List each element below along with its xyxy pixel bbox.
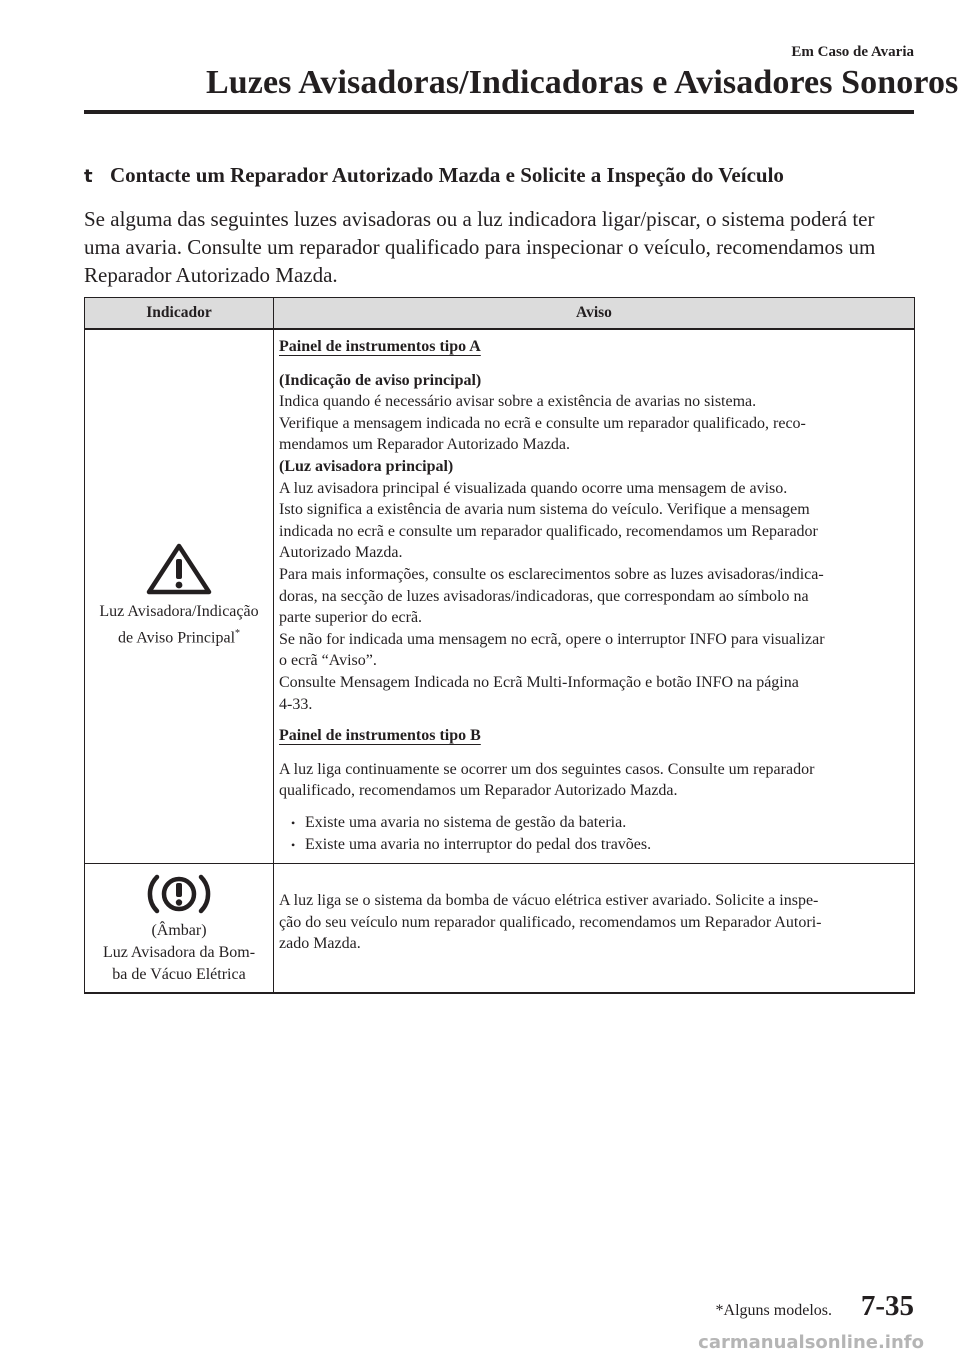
table-header-row — [85, 298, 915, 330]
text-line: 4-33. — [279, 695, 313, 713]
text-line: Verifique a mensagem indicada no ecrã e consulte um reparador qualificado, reco- — [279, 414, 806, 432]
text-line: A luz liga se o sistema da bomba de vácuo elétrica estiver avariado. Solicite a inspe- — [279, 892, 819, 910]
indicator-caption: (Âmbar) — [151, 922, 207, 940]
subheading: (Luz avisadora principal) — [279, 457, 454, 475]
text-line: mendamos um Reparador Autorizado Mazda. — [279, 436, 571, 454]
text-line: Isto significa a existência de avaria num sistema do veículo. Verifique a mensagem — [279, 501, 810, 519]
text-line: Indica quando é necessário avisar sobre a existência de avarias no sistema. — [279, 393, 757, 411]
text-line: Autorizado Mazda. — [279, 544, 403, 562]
text-line: qualificado, recomendamos um Reparador Autorizado Mazda. — [279, 782, 678, 800]
list-item: • Existe uma avaria no interruptor do pedal dos travões. — [279, 834, 908, 857]
subheading-panel-b: Painel de instrumentos tipo B — [279, 727, 481, 745]
indicator-caption — [85, 623, 273, 649]
text-line: Consulte Mensagem Indicada no Ecrã Multi-Informação e botão INFO na página — [279, 673, 799, 691]
indicator-caption: Luz Avisadora da Bom- — [102, 944, 256, 962]
text-line: parte superior do ecrã. — [279, 609, 423, 627]
subheading: (Indicação de aviso principal) — [279, 371, 482, 389]
master-warning-triangle-icon — [146, 543, 212, 595]
table-row — [85, 329, 915, 864]
text-line: doras, na secção de luzes avisadoras/indicadoras, que correspondam ao símbolo na — [279, 587, 809, 605]
text-line: zado Mazda. — [279, 935, 361, 953]
footnote: *Alguns modelos. — [715, 1302, 832, 1319]
page-title: Luzes Avisadoras/Indicadoras e Avisadores Sonoros — [206, 64, 959, 101]
text-line: Se não for indicada uma mensagem no ecrã, opere o interruptor INFO para visualizar — [279, 630, 825, 648]
indicator-cell — [85, 329, 274, 864]
header-divider — [84, 110, 914, 114]
asterisk: * — [235, 628, 241, 640]
col-header-indicator: Indicador — [85, 298, 274, 330]
text-line: indicada no ecrã e consulte um reparador qualificado, recomendamos um Reparador — [279, 522, 818, 540]
section-heading — [84, 163, 784, 188]
indicator-caption: Luz Avisadora/Indicação — [99, 603, 259, 621]
text-line: A luz liga continuamente se ocorrer um dos seguintes casos. Consulte um reparador — [279, 760, 815, 778]
table-row — [85, 864, 915, 994]
electric-vacuum-pump-warning-icon — [144, 872, 214, 916]
text-line: ção do seu veículo num reparador qualificado, recomendamos um Reparador Autori- — [279, 913, 822, 931]
aviso-cell — [274, 329, 915, 864]
watermark: carmanualsonline.info — [698, 1332, 924, 1353]
list-item: • Existe uma avaria no sistema de gestão da bateria. — [279, 812, 908, 835]
text-line: Para mais informações, consulte os esclarecimentos sobre as luzes avisadoras/indica- — [279, 565, 824, 583]
indicator-cell — [85, 864, 274, 994]
page-number: 7-35 — [860, 1290, 914, 1322]
section-heading-text: Contacte um Reparador Autorizado Mazda e Solicite a Inspeção do Veículo — [110, 163, 784, 187]
text-line: A luz avisadora principal é visualizada quando ocorre uma mensagem de aviso. — [279, 479, 788, 497]
indicator-caption: ba de Vácuo Elétrica — [112, 966, 246, 984]
text-line: o ecrã “Aviso”. — [279, 652, 377, 670]
col-header-aviso: Aviso — [274, 298, 915, 330]
subheading-panel-a: Painel de instrumentos tipo A — [279, 338, 481, 355]
section-marker: t — [84, 166, 93, 187]
indicator-table — [84, 297, 915, 994]
indicator-caption-text: de Aviso Principal — [117, 629, 236, 647]
intro-paragraph: Se alguma das seguintes luzes avisadoras ou a luz indicadora ligar/piscar, o sistema poderá ter uma avaria. Consulte um reparador qualificado para inspecionar o veículo, recomendamos um Reparador Autorizado Mazda. — [84, 207, 876, 287]
aviso-cell — [274, 864, 915, 994]
header-category: Em Caso de Avaria — [791, 44, 914, 60]
